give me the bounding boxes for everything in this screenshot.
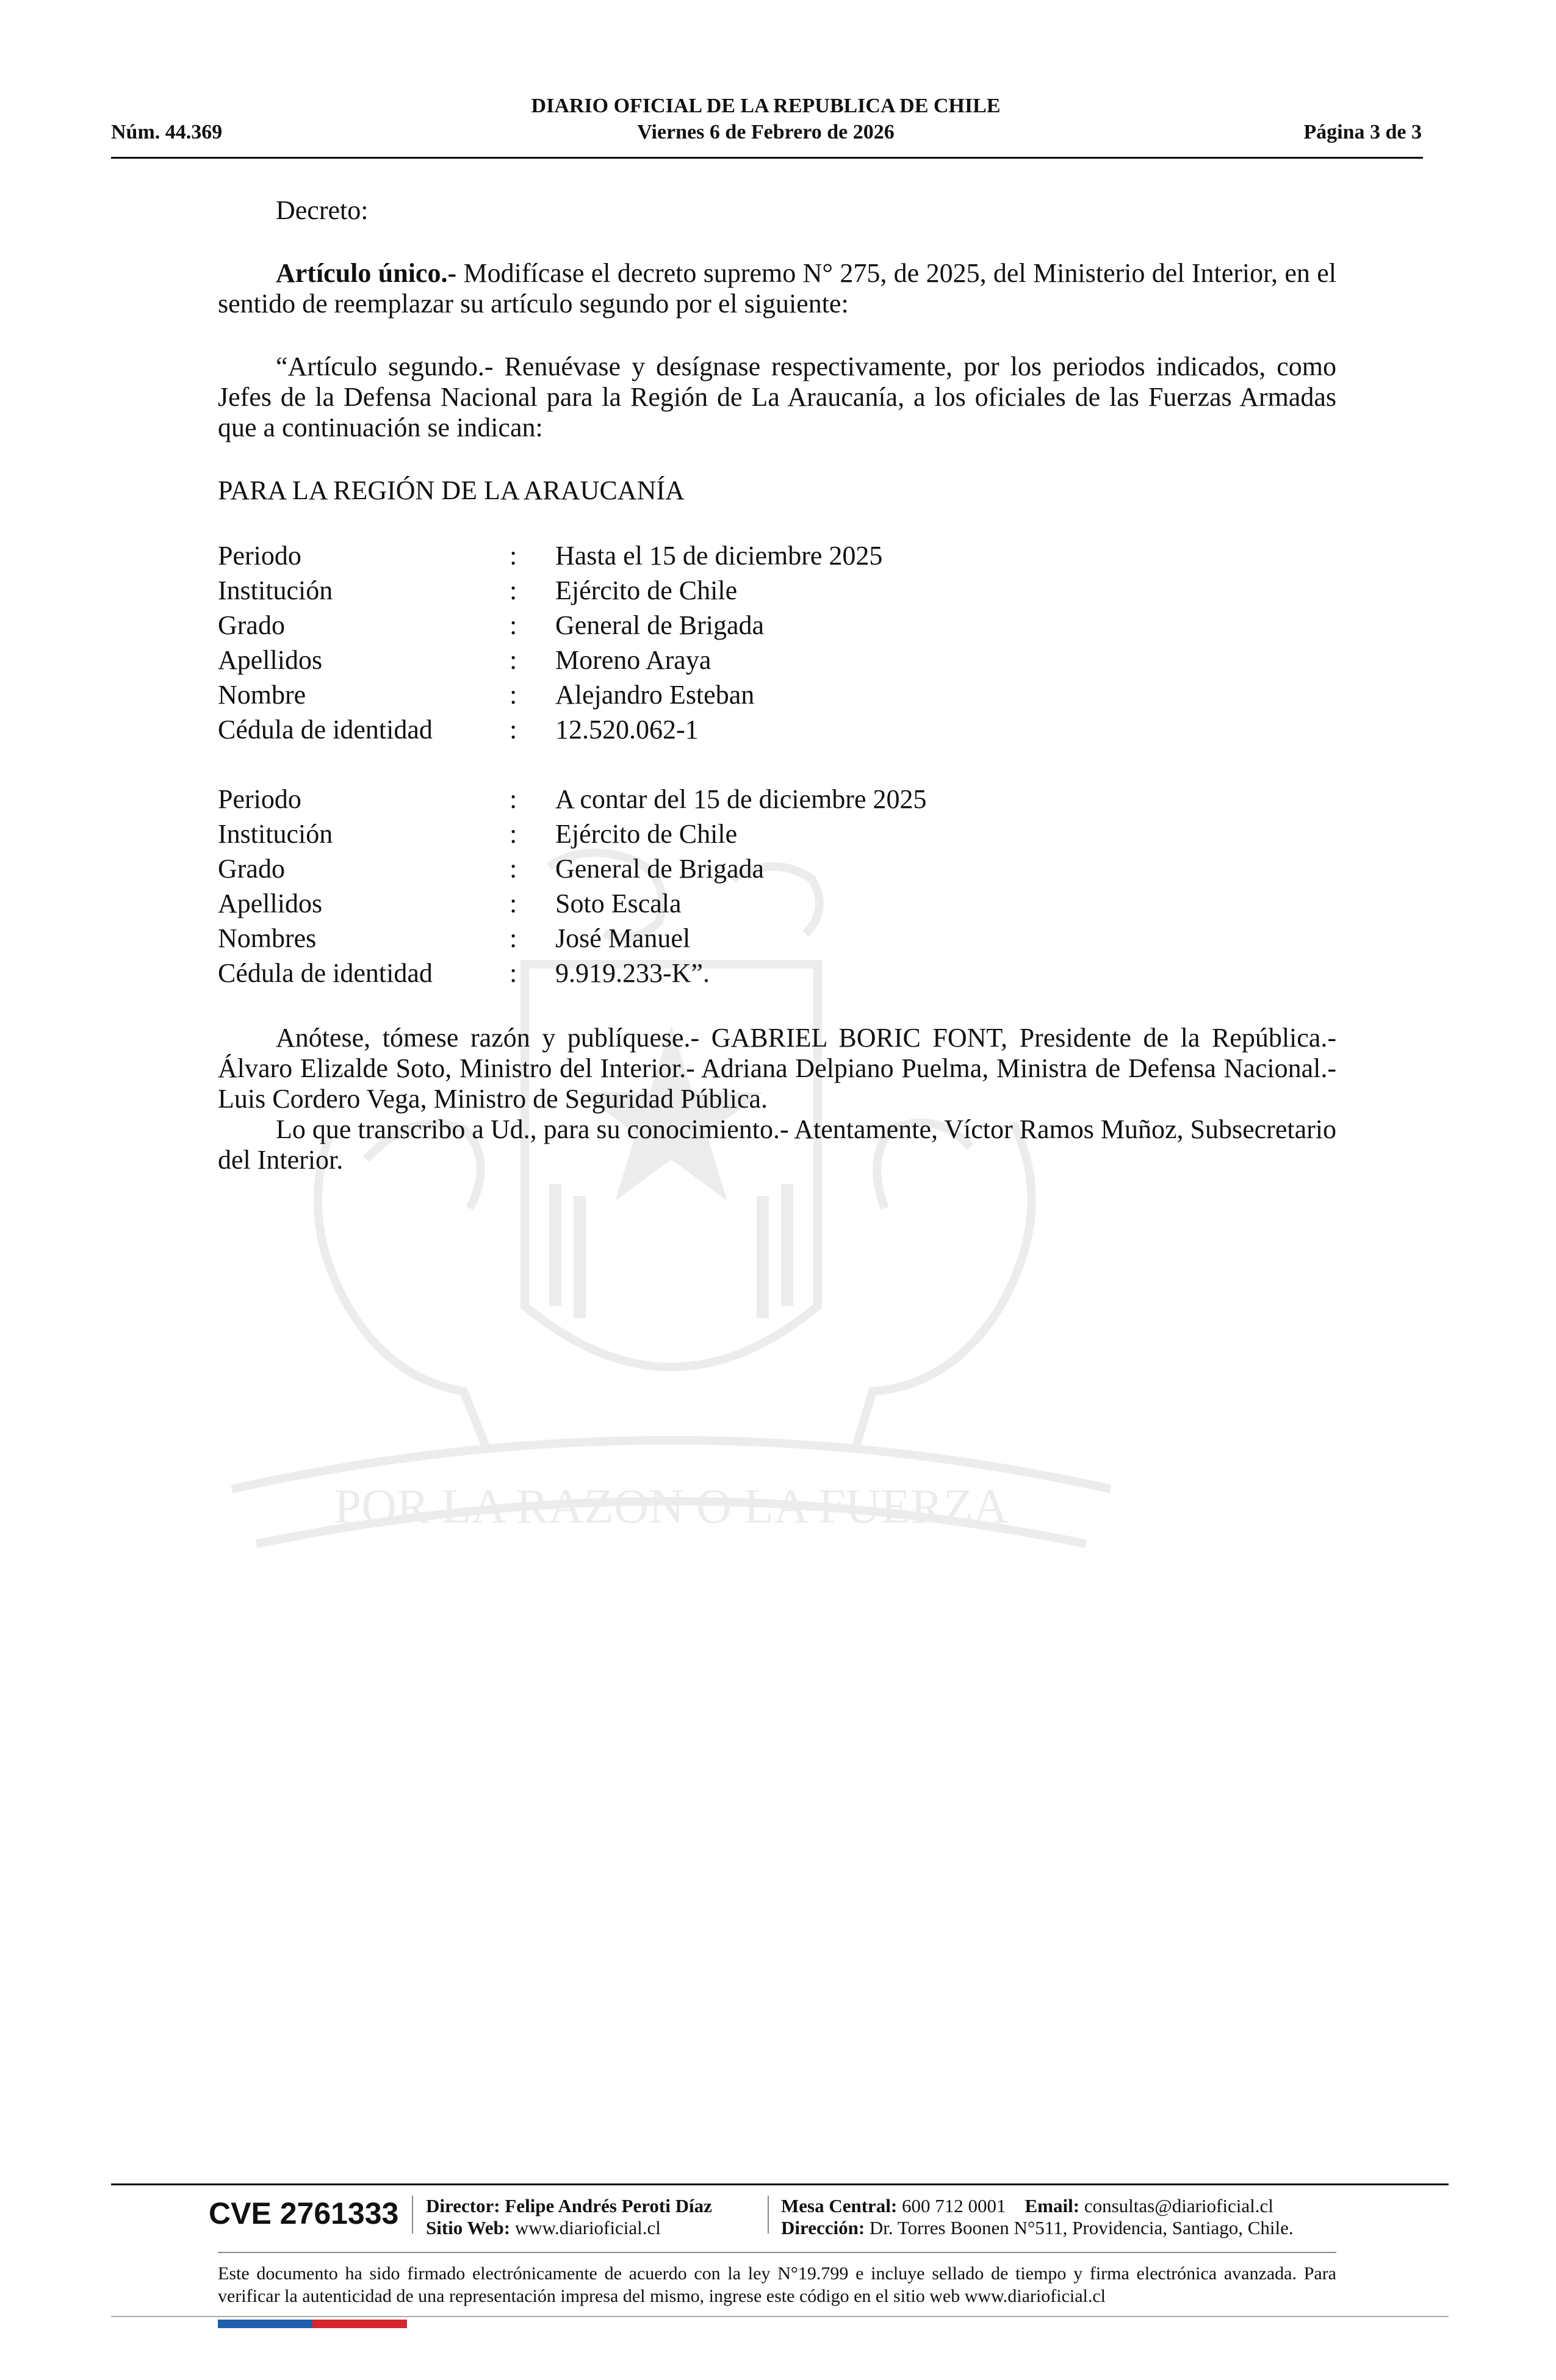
watermark-motto: POR LA RAZON O LA FUERZA: [334, 1480, 1009, 1534]
decree-body: [218, 195, 1336, 1175]
officer-2-row: Institución : Ejército de Chile: [218, 819, 738, 849]
page-indicator: Página 3 de 3: [1303, 121, 1422, 143]
footer-divider: [111, 2183, 1449, 2185]
website-line: Sitio Web: www.diarioficial.cl: [426, 2217, 661, 2238]
officer-2-row: Apellidos : Soto Escala: [218, 889, 682, 918]
decreto-label: Decreto:: [276, 195, 369, 225]
articulo-segundo: “Artículo segundo.- Renuévase y desígnase respectivamente, por los periodos indicados, como Jefes de la Defensa Nacional para la Región de La Araucanía, a los oficiales de las Fuerzas Armadas que a continuación se indican:: [218, 352, 1336, 442]
footer-separator: [412, 2196, 413, 2234]
officer-2-row: Cédula de identidad : 9.919.233-K”.: [218, 958, 710, 988]
officer-1-row: Institución : Ejército de Chile: [218, 575, 738, 605]
flag-stripe-blue: [218, 2320, 312, 2328]
closing-transcription: Lo que transcribo a Ud., para su conocimiento.- Atentamente, Víctor Ramos Muñoz, Subsecretario del Interior.: [218, 1114, 1336, 1175]
table-gap: [218, 747, 1336, 782]
closing-signatures: Anótese, tómese razón y publíquese.- GABRIEL BORIC FONT, Presidente de la República.- Álvaro Elizalde Soto, Ministro del Interior.- Adriana Delpiano Puelma, Ministra de Defensa Nacional.- Luis Cordero Vega, Ministro de Seguridad Pública.: [218, 1023, 1336, 1114]
region-heading: PARA LA REGIÓN DE LA ARAUCANÍA: [218, 475, 685, 505]
officer-table-2: [218, 782, 1336, 990]
officer-1-row: Periodo : Hasta el 15 de diciembre 2025: [218, 541, 883, 571]
officer-2-row: Periodo : A contar del 15 de diciembre 2025: [218, 784, 927, 814]
officer-1-row: Apellidos : Moreno Araya: [218, 645, 711, 675]
website-link[interactable]: www.diarioficial.cl: [514, 2217, 661, 2238]
director-line: Director: Felipe Andrés Peroti Díaz: [426, 2195, 712, 2216]
officer-1-row: Grado : General de Brigada: [218, 610, 765, 640]
footer-inner-divider: [218, 2252, 1336, 2253]
articulo-unico-text: Modifícase el decreto supremo N° 275, de 2025, del Ministerio del Interior, en el sentido de reemplazar su artículo segundo por el siguiente:: [218, 258, 1337, 319]
footer-bottom-divider: [111, 2316, 1449, 2317]
officer-1-row: Cédula de identidad : 12.520.062-1: [218, 715, 699, 745]
issue-number: Núm. 44.369: [111, 121, 223, 143]
flag-stripe-red: [312, 2320, 407, 2328]
issue-date: Viernes 6 de Febrero de 2026: [637, 121, 895, 143]
email-link[interactable]: consultas@diarioficial.cl: [1084, 2195, 1273, 2216]
articulo-unico: [218, 258, 1336, 319]
legal-notice: Este documento ha sido firmado electrónicamente de acuerdo con la ley N°19.799 e incluye sellado de tiempo y firma electrónica avanzada. Para verificar la autenticidad de una representación impresa del mismo, ingrese este código en el sitio web www.diarioficial.cl: [218, 2263, 1336, 2306]
contact-line: Mesa Central: 600 712 0001 Email: consultas@diarioficial.cl: [781, 2195, 1273, 2216]
officer-2-row: Grado : General de Brigada: [218, 854, 765, 884]
header-divider: [111, 157, 1423, 159]
officer-table-1: [218, 538, 1336, 747]
officer-2-row: Nombres : José Manuel: [218, 923, 691, 953]
cve-code: CVE 2761333: [209, 2196, 399, 2230]
officer-1-row: Nombre : Alejandro Esteban: [218, 680, 755, 710]
footer-separator: [768, 2196, 769, 2234]
address-line: Dirección: Dr. Torres Boonen N°511, Providencia, Santiago, Chile.: [781, 2217, 1294, 2238]
articulo-unico-heading: Artículo único.-: [276, 258, 457, 288]
gazette-title: DIARIO OFICIAL DE LA REPUBLICA DE CHILE: [531, 95, 1001, 117]
